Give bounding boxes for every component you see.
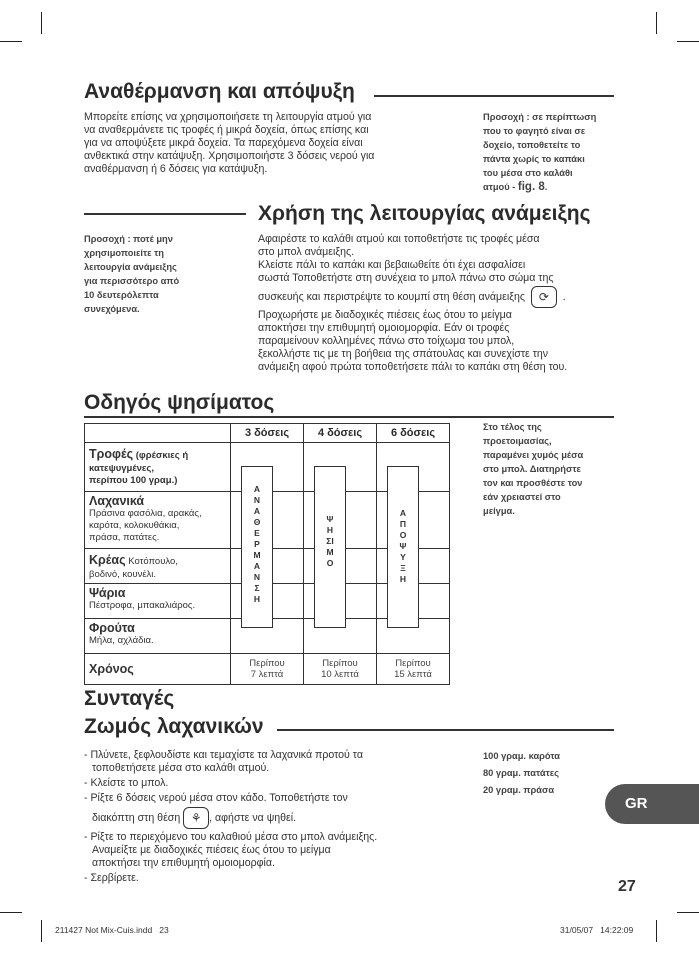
note-line: Προσοχή : σε περίπτωση	[483, 112, 597, 122]
food-detail: Πέστροφα, μπακαλιάρος.	[89, 600, 196, 611]
note-line: Προσοχή : ποτέ μην	[84, 234, 173, 244]
table-cell	[85, 424, 231, 443]
cooking-guide-note	[483, 420, 583, 518]
note-line: δοχείο, τοποθετείτε το	[483, 140, 581, 150]
time-text: Περίπου	[395, 658, 431, 669]
note-line: μείγμα.	[483, 506, 515, 516]
note-line: του μέσα στο καλάθι	[483, 168, 573, 178]
time-cell	[231, 654, 304, 685]
step-line: - Κλείστε το μπολ.	[84, 777, 169, 789]
defrost-vertical-label	[387, 466, 419, 628]
recipe-steps	[84, 749, 377, 885]
table-cell	[85, 492, 231, 549]
body-line: Αφαιρέστε το καλάθι ατμού και τοποθετήστε τις τροφές μέσα	[258, 233, 540, 245]
column-header: 6 δόσεις	[377, 424, 450, 443]
time-text: 7 λεπτά	[250, 669, 284, 680]
table-cell	[85, 654, 231, 685]
note-line: παραμένει χυμός μέσα	[483, 450, 584, 460]
body-line: αναθέρμανση ή 6 δόσεις για κατάψυξη.	[84, 163, 268, 175]
note-line: προετοιμασίας,	[483, 436, 552, 446]
crop-mark	[656, 920, 657, 942]
figure-ref: fig. 8	[517, 181, 545, 193]
food-detail: πράσα, πατάτες.	[89, 532, 160, 543]
crop-mark	[677, 41, 699, 42]
crop-mark	[0, 912, 22, 913]
food-detail: Πράσινα φασόλια, αρακάς,	[89, 508, 202, 519]
note-line: τον και προσθέστε τον	[483, 478, 583, 488]
body-line: ξεκολλήστε τις με τη βοήθεια της σπάτουλας και συνεχίστε την	[258, 348, 549, 360]
step-text: διακόπτη στη θέση	[92, 812, 181, 824]
body-line	[258, 285, 567, 309]
vertical-text: ΨΗΣΙΜΟ	[326, 514, 334, 568]
time-cell	[304, 654, 377, 685]
page-number: 27	[618, 878, 636, 895]
time-text: Περίπου	[249, 658, 285, 669]
food-detail: βοδινό, κουνέλι.	[89, 569, 157, 580]
section-title-mixing: Χρήση της λειτουργίας ανάμειξης	[258, 202, 591, 225]
reheat-vertical-label	[241, 466, 273, 628]
time-label: Χρόνος	[89, 662, 134, 676]
body-line: Μπορείτε επίσης να χρησιμοποιήσετε τη λειτουργία ατμού για	[84, 111, 372, 123]
body-line: Προχωρήστε με διαδοχικές πιέσεις έως ότου το μείγμα	[258, 309, 512, 321]
body-line: να αναθερμάνετε τις τροφές ή μικρά δοχεία, όπως επίσης και	[84, 124, 369, 136]
vertical-text: ΑΝΑΘΕΡΜΑΝΣΗ	[253, 484, 261, 604]
note-text: .	[544, 182, 548, 192]
table-cell	[85, 443, 231, 492]
body-line: σωστά Τοποθετήστε στη συνέχεια το μπολ πάνω στο σώμα της	[258, 272, 554, 284]
mixing-body	[258, 233, 567, 374]
reheat-body	[84, 111, 374, 176]
body-line: παραμείνουν κολλημένες πάνω στο τοίχωμα του μπολ,	[258, 335, 515, 347]
step-line: - Πλύνετε, ξεφλουδίστε και τεμαχίστε τα λαχανικά προτού τα	[84, 749, 363, 761]
crop-mark	[677, 912, 699, 913]
section-title-cooking-guide: Οδηγός ψησίματος	[84, 391, 275, 414]
foods-note: (φρέσκιες ή	[133, 450, 189, 461]
note-line: συνεχόμενα.	[84, 304, 140, 314]
time-text: 10 λεπτά	[321, 669, 359, 680]
table-cell	[85, 584, 231, 619]
food-detail: Κοτόπουλο,	[125, 556, 178, 567]
note-line: 10 δευτερόλεπτα	[84, 290, 159, 300]
food-detail: Μήλα, αχλάδια.	[89, 635, 154, 646]
table-cell	[85, 549, 231, 584]
body-line: αποκτήσει την επιθυμητή ομοιομορφία. Εάν οι τροφές	[258, 322, 510, 334]
body-line: στο μπολ ανάμειξης.	[258, 246, 355, 258]
body-text: συσκευής και περιστρέψτε το κουμπί στη θέση ανάμειξης	[258, 291, 525, 303]
ingredient: 100 γραμ. καρότα	[483, 751, 560, 761]
note-line	[483, 180, 596, 194]
reheat-note	[483, 110, 596, 194]
table-row	[85, 654, 450, 685]
column-header: 3 δόσεις	[231, 424, 304, 443]
note-line: χρησιμοποιείτε τη	[84, 248, 164, 258]
body-line: Κλείστε πάλι το καπάκι και βεβαιωθείτε ότι έχει ασφαλίσει	[258, 259, 526, 271]
note-line: στο μπολ. Διατηρήστε	[483, 464, 581, 474]
step-line	[84, 805, 377, 831]
time-cell	[377, 654, 450, 685]
note-line: λειτουργία ανάμειξης	[84, 262, 177, 272]
crop-mark	[0, 41, 22, 42]
time-text: 15 λεπτά	[394, 669, 432, 680]
food-category: Λαχανικά	[89, 494, 145, 508]
foods-note: περίπου 100 γραμ.)	[89, 475, 178, 486]
ingredient: 80 γραμ. πατάτες	[483, 768, 559, 778]
step-line: - Σερβίρετε.	[84, 872, 139, 884]
recipe-title: Ζωμός λαχανικών	[84, 715, 264, 738]
note-line: εάν χρειαστεί στο	[483, 492, 561, 502]
ingredient: 20 γραμ. πράσα	[483, 785, 555, 795]
language-tab: GR	[605, 784, 699, 824]
body-line: ανάμειξη αφού πρώτα τοποθετήσετε πάλι το καπάκι στη θέση του.	[258, 361, 568, 373]
footer-timestamp: 31/05/07 14:22:09	[560, 925, 634, 935]
step-line: - Ρίξτε το περιεχόμενο του καλαθιού μέσα στο μπολ ανάμειξης.	[84, 831, 378, 843]
note-line: που το φαγητό είναι σε	[483, 126, 586, 136]
food-detail: καρότα, κολοκυθάκια,	[89, 520, 180, 531]
crop-mark	[41, 920, 42, 942]
vertical-text: ΑΠΟΨΥΞΗ	[399, 508, 407, 584]
body-line: για να αποψύξετε μικρά δοχεία. Τα παρεχόμενα δοχεία είναι	[84, 137, 363, 149]
foods-heading: Τροφές	[89, 447, 134, 461]
note-line: πάντα χωρίς το καπάκι	[483, 154, 585, 164]
section-title-recipes: Συνταγές	[84, 687, 175, 710]
steam-setting-icon: ⚘	[183, 807, 209, 829]
step-line: τοποθετήσετε μέσα στο καλάθι ατμού.	[92, 762, 270, 774]
food-category: Ψάρια	[89, 586, 126, 600]
steaming-vertical-label	[314, 466, 346, 628]
note-line: Στο τέλος της	[483, 422, 542, 432]
ingredients-list	[483, 748, 560, 799]
body-line: ανθεκτικά στην κατάψυξη. Χρησιμοποιήστε 3 δόσεις νερού για	[84, 150, 375, 162]
foods-note: κατεψυγμένες,	[89, 463, 155, 474]
step-line: αποκτήσει την επιθυμητή ομοιομορφία.	[92, 857, 275, 869]
column-header: 4 δόσεις	[304, 424, 377, 443]
table-cell	[85, 619, 231, 654]
crop-mark	[656, 12, 657, 34]
note-text: ατμού -	[483, 182, 518, 192]
note-line: για περισσότερο από	[84, 276, 180, 286]
crop-mark	[41, 12, 42, 34]
title-rule	[84, 416, 614, 418]
table-header-row	[85, 424, 450, 443]
title-rule	[84, 213, 246, 215]
title-rule	[374, 95, 614, 97]
mixing-note	[84, 232, 179, 316]
step-line: Αναμείξτε με διαδοχικές πιέσεις έως ότου το μείγμα	[92, 844, 331, 856]
title-rule	[277, 729, 614, 731]
step-line: - Ρίξτε 6 δόσεις νερού μέσα στον κάδο. Τοποθετήστε τον	[84, 792, 348, 804]
food-category: Κρέας	[89, 553, 126, 567]
footer-file-info: 211427 Not Mix-Cuis.indd 23	[55, 925, 169, 935]
food-category: Φρούτα	[89, 621, 135, 635]
body-text: .	[562, 291, 566, 303]
section-title-reheat: Αναθέρμανση και απόψυξη	[84, 80, 355, 103]
step-text: , αφήστε να ψηθεί.	[209, 812, 297, 824]
time-text: Περίπου	[322, 658, 358, 669]
mix-knob-icon: ⟳	[531, 286, 557, 308]
